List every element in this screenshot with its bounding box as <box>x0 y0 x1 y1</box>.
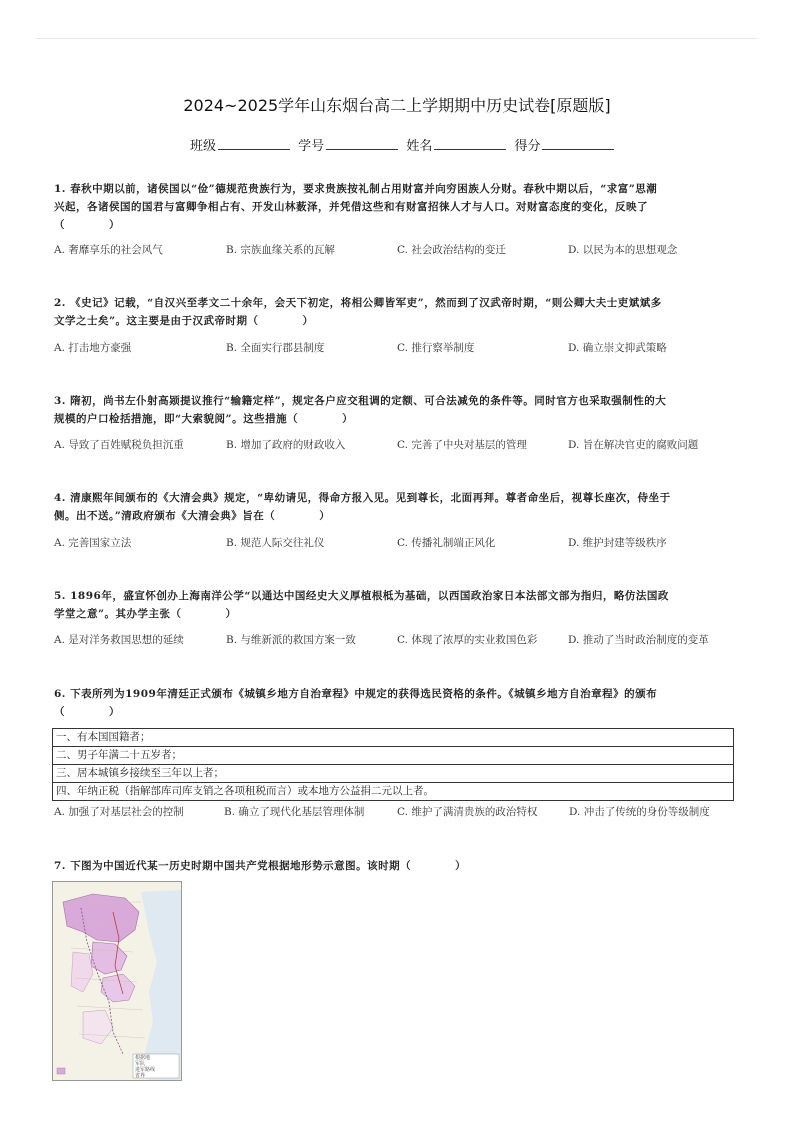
table-row: 二、男子年满二十五岁者； <box>53 747 733 765</box>
question-2 <box>54 294 736 330</box>
q3-option-c[interactable]: C. 完善了中央对基层的管理 <box>397 439 527 451</box>
question-4-line-1: 4. 清康熙年间颁布的《大清会典》规定，“卑幼请见，得命方报入见。见到尊长，北面再拜。尊者命坐后，视尊长座次，侍坐于 <box>54 492 671 504</box>
q3-option-d[interactable]: D. 旨在解决官吏的腐败问题 <box>568 439 699 451</box>
legend-item: 进军路线 <box>135 1067 156 1073</box>
page-title: 2024~2025学年山东烟台高二上学期期中历史试卷[原题版] <box>183 96 611 115</box>
q5-option-b[interactable]: B. 与维新派的救国方案一致 <box>226 634 356 646</box>
q2-option-c[interactable]: C. 推行察举制度 <box>397 342 475 354</box>
q2-option-d[interactable]: D. 确立崇文抑武策略 <box>568 342 667 354</box>
student-id-blank[interactable] <box>326 137 398 150</box>
question-1-line-2: 兴起，各诸侯国的国君与富卿争相占有、开发山林薮泽，并凭借这些和有财富招徕人才与人口。对财富态度的变化，反映了 <box>54 201 648 213</box>
q4-option-c[interactable]: C. 传播礼制端正风化 <box>397 537 496 549</box>
question-7 <box>54 857 736 875</box>
question-2-line-1: 2. 《史记》记载，“自汉兴至孝文二十余年，会天下初定，将相公卿皆军吏”，然而到了汉武帝时期，“则公卿大夫士吏斌斌多 <box>54 297 662 309</box>
question-4-line-2: 侧。出不送。”清政府颁布《大清会典》旨在（ ） <box>54 510 331 522</box>
legend-item: 省界 <box>135 1073 146 1079</box>
student-info-fields <box>190 135 618 154</box>
score-label: 得分 <box>514 139 541 154</box>
question-7-line-1: 7. 下图为中国近代某一历史时期中国共产党根据地形势示意图。该时期（ ） <box>54 860 467 872</box>
question-5-line-2: 学堂之意”。其办学主张（ ） <box>54 608 237 620</box>
question-3 <box>54 392 736 428</box>
q5-option-d[interactable]: D. 推动了当时政治制度的变革 <box>568 634 709 646</box>
q3-option-b[interactable]: B. 增加了政府的财政收入 <box>226 439 346 451</box>
q4-option-a[interactable]: A. 完善国家立法 <box>54 537 132 549</box>
q2-option-a[interactable]: A. 打击地方豪强 <box>54 342 132 354</box>
q4-option-b[interactable]: B. 规范人际交往礼仪 <box>226 537 325 549</box>
q1-option-d[interactable]: D. 以民为本的思想观念 <box>568 244 678 256</box>
score-blank[interactable] <box>542 137 614 150</box>
q5-option-c[interactable]: C. 体现了浓厚的实业救国色彩 <box>397 634 538 646</box>
map-legend <box>135 1055 155 1079</box>
question-1 <box>54 180 736 234</box>
legend-item: 根据地 <box>135 1055 151 1061</box>
q3-option-a[interactable]: A. 导致了百姓赋税负担沉重 <box>54 439 184 451</box>
question-6 <box>54 685 736 721</box>
name-blank[interactable] <box>434 137 506 150</box>
q1-option-b[interactable]: B. 宗族血缘关系的瓦解 <box>226 244 335 256</box>
name-label: 姓名 <box>406 139 433 154</box>
table-row: 一、有本国国籍者； <box>53 729 733 747</box>
question-5 <box>54 587 736 623</box>
question-5-line-1: 5. 1896年，盛宣怀创办上海南洋公学“以通达中国经史大义厚植根柢为基础，以西国政治家日本法部文部为指归，略仿法国政 <box>54 590 669 602</box>
table-row: 三、居本城镇乡接续至三年以上者； <box>53 765 733 783</box>
map-illustration <box>53 882 182 1081</box>
question-4 <box>54 489 736 525</box>
header-divider <box>36 38 758 39</box>
question-2-line-2: 文学之士矣”。这主要是由于汉武帝时期（ ） <box>54 315 314 327</box>
q2-option-b[interactable]: B. 全面实行郡县制度 <box>226 342 325 354</box>
class-blank[interactable] <box>218 137 290 150</box>
question-6-line-2: （ ） <box>54 706 120 718</box>
question-3-line-2: 规模的户口检括措施，即“大索貌阅”。这些措施（ ） <box>54 413 354 425</box>
q6-option-c[interactable]: C. 维护了满清贵族的政治特权 <box>397 806 538 818</box>
question-3-line-1: 3. 隋初，尚书左仆射高颎提议推行“输籍定样”，规定各户应交租调的定额、可合法减免的条件等。同时官方也采取强制性的大 <box>54 395 667 407</box>
question-1-line-3: （ ） <box>54 219 120 231</box>
question-6-conditions-table <box>52 728 734 801</box>
q4-option-d[interactable]: D. 维护封建等级秩序 <box>568 537 667 549</box>
table-row: 四、年纳正税（指解部库司库支销之各项租税而言）或本地方公益捐二元以上者。 <box>56 785 434 797</box>
q6-option-d[interactable]: D. 冲击了传统的身份等级制度 <box>569 806 710 818</box>
student-id-label: 学号 <box>298 139 325 154</box>
class-label: 班级 <box>190 139 217 154</box>
question-6-line-1: 6. 下表所列为1909年清廷正式颁布《城镇乡地方自治章程》中规定的获得选民资格的条件。《城镇乡地方自治章程》的颁布 <box>54 688 658 700</box>
legend-item: 军队 <box>135 1061 146 1067</box>
q6-option-b[interactable]: B. 确立了现代化基层管理体制 <box>224 806 365 818</box>
q6-option-a[interactable]: A. 加强了对基层社会的控制 <box>54 806 184 818</box>
question-1-line-1: 1. 春秋中期以前，诸侯国以“俭”德规范贵族行为，要求贵族按礼制占用财富并向穷困族人分财。春秋中期以后，“求富”思潮 <box>54 183 658 195</box>
q5-option-a[interactable]: A. 是对洋务救国思想的延续 <box>54 634 184 646</box>
q1-option-c[interactable]: C. 社会政治结构的变迁 <box>397 244 506 256</box>
q1-option-a[interactable]: A. 奢靡享乐的社会风气 <box>54 244 163 256</box>
base-areas-map <box>52 881 182 1081</box>
